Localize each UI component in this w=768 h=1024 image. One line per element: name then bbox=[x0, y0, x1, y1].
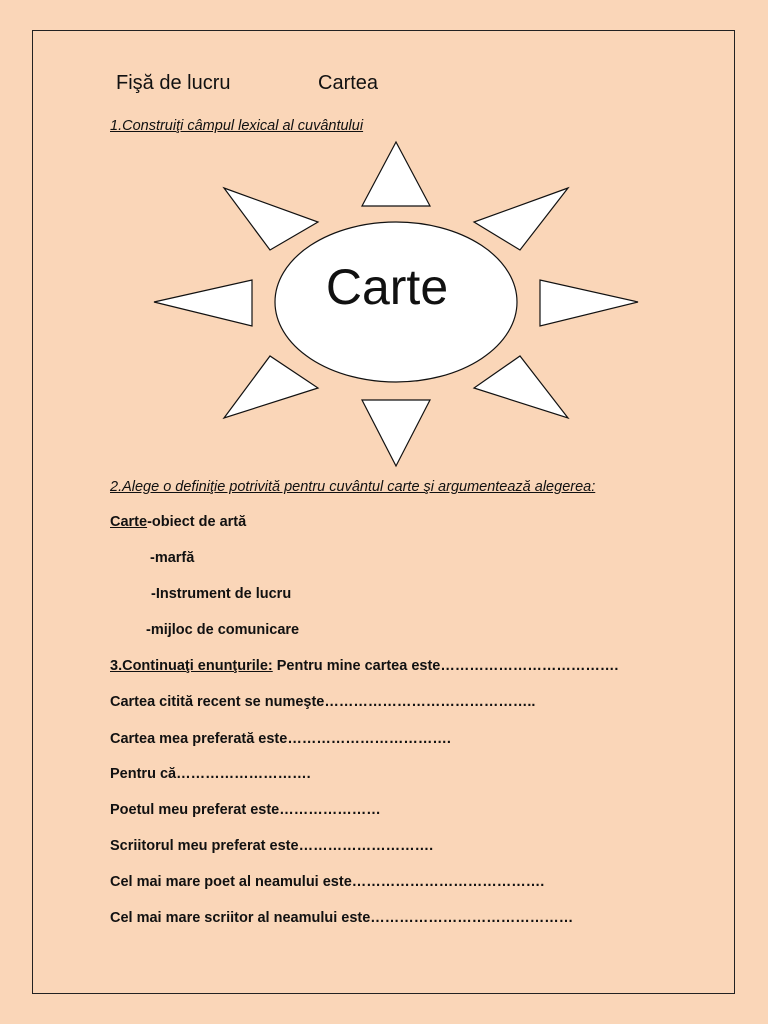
definition-option-4: -mijloc de comunicare bbox=[146, 622, 300, 638]
definition-option-1: -obiect de artă bbox=[147, 514, 247, 530]
prompt-line-6: Cel mai mare poet al neamului este…………………………………. bbox=[110, 874, 545, 890]
sun-ray-left bbox=[154, 280, 252, 326]
definition-option-2: -marfă bbox=[150, 550, 195, 566]
prompt-line-2: Cartea mea preferată este……………………………. bbox=[110, 731, 451, 747]
sun-ray-bottom-right bbox=[474, 356, 568, 418]
prompt-line-5: Scriitorul meu preferat este………………………. bbox=[110, 838, 434, 854]
prompt-line-3: Pentru că………………………. bbox=[110, 766, 311, 782]
question-3 bbox=[110, 658, 618, 674]
sun-ray-top-left bbox=[224, 188, 318, 250]
sun-ray-bottom bbox=[362, 400, 430, 466]
prompt-line-4: Poetul meu preferat este………………… bbox=[110, 802, 381, 818]
sun-ray-bottom-left bbox=[224, 356, 318, 418]
sun-ray-top bbox=[362, 142, 430, 206]
question-1: 1.Construiţi câmpul lexical al cuvântului bbox=[110, 118, 364, 134]
center-word: Carte bbox=[325, 259, 449, 315]
definition-word: Carte bbox=[110, 514, 148, 530]
sun-ray-top-right bbox=[474, 188, 568, 250]
question-3-label: 3.Continuaţi enunţurile: bbox=[110, 658, 273, 674]
definition-row-1 bbox=[110, 514, 246, 530]
worksheet-subject: Cartea bbox=[318, 72, 379, 94]
lexical-field-sun-diagram bbox=[140, 136, 650, 476]
prompt-line-7: Cel mai mare scriitor al neamului este…………………………………… bbox=[110, 910, 574, 926]
prompt-line-1: Cartea citită recent se numeşte…………………………………….. bbox=[110, 694, 536, 710]
definition-option-3: -Instrument de lucru bbox=[151, 586, 292, 602]
question-2: 2.Alege o definiţie potrivită pentru cuvântul carte şi argumentează alegerea: bbox=[110, 479, 596, 495]
question-3-first-prompt: Pentru mine cartea este………………………………. bbox=[272, 658, 619, 674]
sun-ray-right bbox=[540, 280, 638, 326]
worksheet-title: Fişă de lucru bbox=[116, 72, 231, 94]
